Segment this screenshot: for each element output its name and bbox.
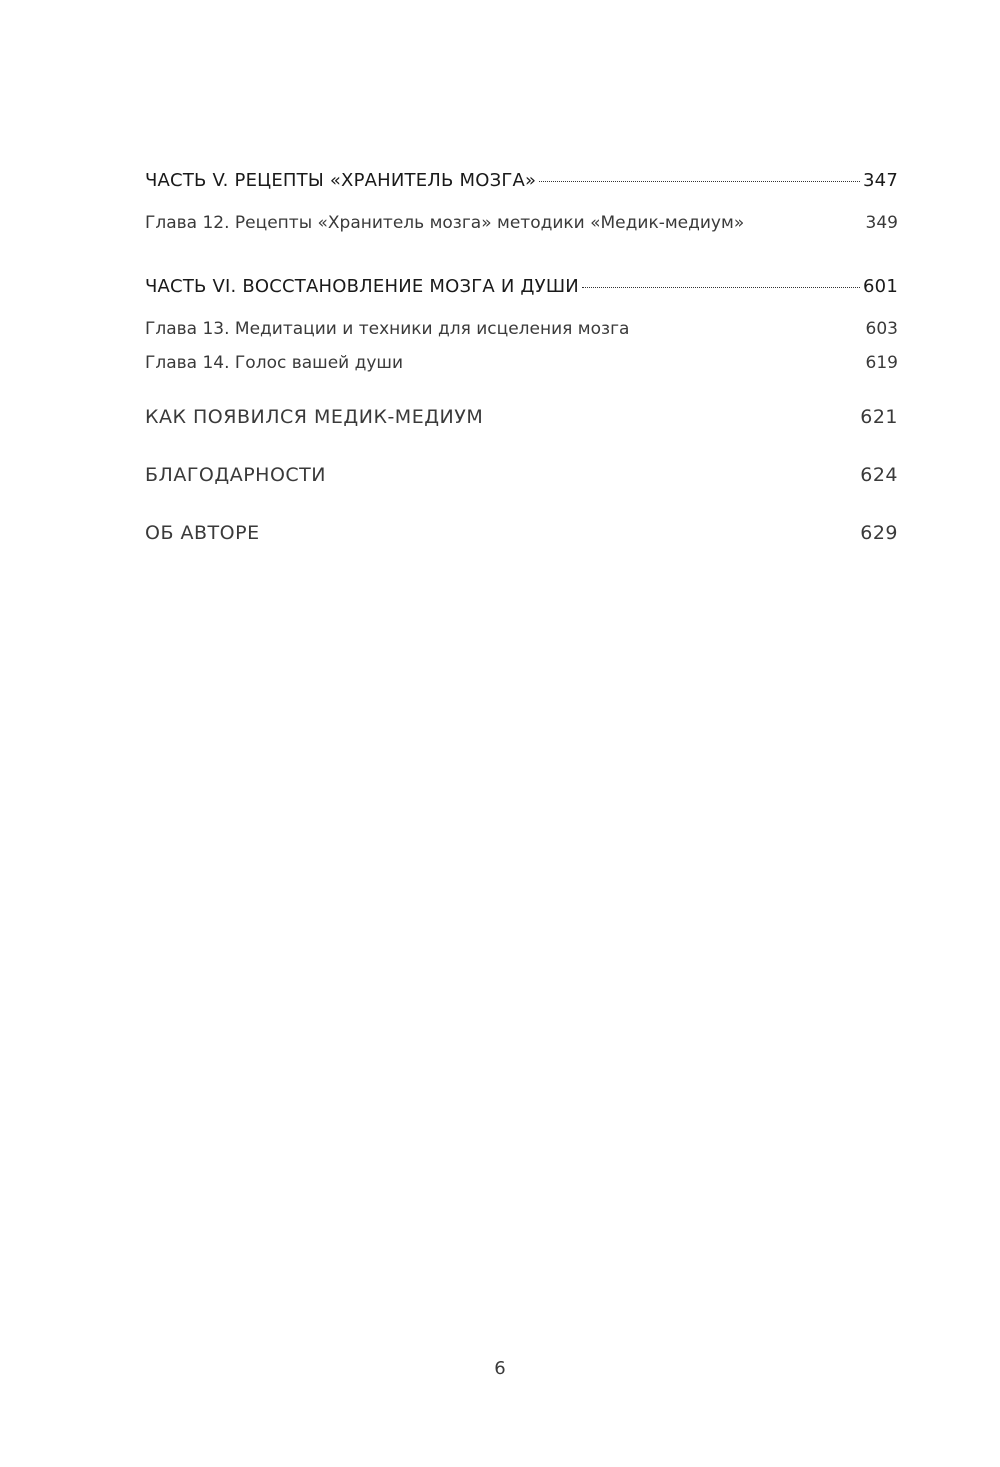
toc-entry-title: ЧАСТЬ V. РЕЦЕПТЫ «ХРАНИТЕЛЬ МОЗГА» [145, 170, 537, 191]
toc-entry-page: 349 [865, 213, 898, 233]
toc-part-5[interactable] [145, 170, 898, 198]
toc-entry-page: 624 [860, 464, 898, 486]
toc-entry-title: ЧАСТЬ VI. ВОССТАНОВЛЕНИЕ МОЗГА И ДУШИ [145, 276, 579, 297]
page-number: 6 [494, 1358, 506, 1379]
toc-entry-page: 601 [863, 276, 898, 297]
toc-chapter-14[interactable] [145, 346, 898, 380]
dot-leader [582, 287, 860, 288]
toc-section-thanks[interactable] [145, 464, 898, 494]
toc-entry-title: Глава 12. Рецепты «Хранитель мозга» методики «Медик-медиум» [145, 213, 745, 233]
toc-entry-page: 629 [860, 522, 898, 544]
toc-section-medium[interactable] [145, 406, 898, 436]
toc-part-6[interactable] [145, 276, 898, 304]
toc-entry-page: 603 [865, 319, 898, 339]
table-of-contents [145, 170, 898, 552]
toc-entry-page: 619 [865, 353, 898, 373]
toc-entry-page: 347 [863, 170, 898, 191]
toc-entry-title: ОБ АВТОРЕ [145, 522, 260, 544]
toc-entry-title: БЛАГОДАРНОСТИ [145, 464, 326, 486]
toc-chapter-13[interactable] [145, 312, 898, 346]
toc-entry-title: КАК ПОЯВИЛСЯ МЕДИК-МЕДИУМ [145, 406, 484, 428]
toc-entry-page: 621 [860, 406, 898, 428]
dot-leader [539, 181, 860, 182]
toc-entry-title: Глава 13. Медитации и техники для исцеления мозга [145, 319, 630, 339]
toc-entry-title: Глава 14. Голос вашей души [145, 353, 404, 373]
toc-chapter-12[interactable] [145, 206, 898, 240]
toc-section-author[interactable] [145, 522, 898, 552]
